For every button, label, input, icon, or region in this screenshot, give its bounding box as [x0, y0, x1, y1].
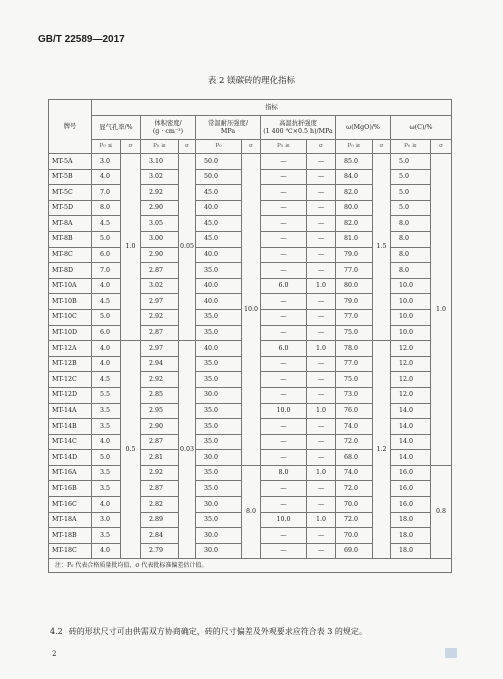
index-header: 指标	[92, 100, 452, 116]
hot-mor-sigma-cell: —	[307, 169, 336, 185]
hot-mor-sigma-cell: —	[307, 247, 336, 263]
sigma-cell-density: 0.03	[179, 341, 196, 559]
density-cell: 2.97	[141, 294, 179, 310]
hot-mor-cell: —	[261, 263, 307, 279]
table-caption: 表 2 镁碳砖的理化指标	[207, 76, 296, 86]
spec-table	[48, 99, 452, 573]
mgo-cell: 77.0	[336, 309, 373, 325]
grade-cell: MT-12C	[49, 372, 92, 388]
mgo-cell: 77.0	[336, 356, 373, 372]
sub-header-p0: P₀ ≥	[261, 140, 307, 154]
mgo-cell: 70.0	[336, 528, 373, 544]
hot-mor-cell: 10.0	[261, 512, 307, 528]
porosity-cell: 3.5	[92, 528, 121, 544]
sub-header-p0: P₀ ≥	[336, 140, 373, 154]
hot-mor-sigma-cell: —	[307, 185, 336, 201]
grade-cell: MT-14A	[49, 403, 92, 419]
carbon-cell: 8.0	[391, 263, 431, 279]
hot-mor-cell: —	[261, 231, 307, 247]
density-cell: 2.90	[141, 419, 179, 435]
hot-mor-sigma-cell: —	[307, 528, 336, 544]
sigma-cell-mgo: 1.2	[373, 341, 391, 559]
porosity-cell: 6.0	[92, 325, 121, 341]
mgo-cell: 77.0	[336, 263, 373, 279]
density-cell: 2.82	[141, 497, 179, 513]
hot-mor-sigma-cell: —	[307, 154, 336, 170]
strength-cell: 30.0	[196, 450, 242, 466]
density-cell: 2.92	[141, 465, 179, 481]
strength-cell: 35.0	[196, 419, 242, 435]
porosity-cell: 4.5	[92, 216, 121, 232]
porosity-cell: 3.5	[92, 465, 121, 481]
carbon-cell: 8.0	[391, 247, 431, 263]
hot-mor-cell: —	[261, 497, 307, 513]
mgo-cell: 76.0	[336, 403, 373, 419]
density-cell: 3.00	[141, 231, 179, 247]
porosity-cell: 3.5	[92, 419, 121, 435]
grade-cell: MT-18B	[49, 528, 92, 544]
porosity-cell: 4.0	[92, 278, 121, 294]
hot-mor-cell: 8.0	[261, 465, 307, 481]
mgo-cell: 72.0	[336, 481, 373, 497]
density-cell: 3.02	[141, 169, 179, 185]
hot-mor-sigma-cell: —	[307, 497, 336, 513]
porosity-cell: 4.0	[92, 434, 121, 450]
sub-header-p0: P₀ ≥	[391, 140, 431, 154]
sigma-cell-porosity: 1.0	[121, 154, 141, 341]
hot-mor-sigma-cell: —	[307, 216, 336, 232]
grade-cell: MT-8A	[49, 216, 92, 232]
strength-cell: 35.0	[196, 309, 242, 325]
hot-mor-cell: —	[261, 154, 307, 170]
grade-cell: MT-10B	[49, 294, 92, 310]
mgo-cell: 84.0	[336, 169, 373, 185]
sigma-cell-porosity: 0.5	[121, 341, 141, 559]
hot-mor-sigma-cell: —	[307, 419, 336, 435]
carbon-cell: 10.0	[391, 309, 431, 325]
hot-mor-cell: —	[261, 169, 307, 185]
carbon-cell: 10.0	[391, 325, 431, 341]
grade-cell: MT-16A	[49, 465, 92, 481]
hot-mor-cell: 10.0	[261, 403, 307, 419]
mgo-cell: 80.0	[336, 278, 373, 294]
hot-mor-cell: —	[261, 325, 307, 341]
hot-mor-cell: —	[261, 294, 307, 310]
mgo-cell: 80.0	[336, 200, 373, 216]
density-cell: 2.87	[141, 325, 179, 341]
strength-cell: 35.0	[196, 481, 242, 497]
hot-mor-cell: —	[261, 481, 307, 497]
carbon-cell: 12.0	[391, 372, 431, 388]
mgo-cell: 81.0	[336, 231, 373, 247]
carbon-cell: 14.0	[391, 419, 431, 435]
sub-header-sigma: σ	[373, 140, 391, 154]
sub-header-sigma: σ	[431, 140, 452, 154]
density-cell: 2.87	[141, 434, 179, 450]
grade-cell: MT-16B	[49, 481, 92, 497]
sub-header-p0: P₀	[196, 140, 242, 154]
mgo-cell: 82.0	[336, 216, 373, 232]
hot-mor-sigma-cell: —	[307, 263, 336, 279]
porosity-cell: 4.5	[92, 294, 121, 310]
clause-4-2	[50, 626, 367, 637]
column-group-header: 体积密度/ (g · cm⁻³)	[141, 116, 196, 140]
porosity-cell: 4.0	[92, 543, 121, 559]
grade-cell: MT-10D	[49, 325, 92, 341]
column-group-header: 常温耐压强度/ MPa	[196, 116, 261, 140]
grade-cell: MT-18A	[49, 512, 92, 528]
mgo-cell: 68.0	[336, 450, 373, 466]
density-cell: 2.87	[141, 481, 179, 497]
strength-cell: 35.0	[196, 434, 242, 450]
density-cell: 2.97	[141, 341, 179, 357]
carbon-cell: 12.0	[391, 387, 431, 403]
standard-code: GB/T 22589—2017	[38, 34, 125, 45]
strength-cell: 40.0	[196, 200, 242, 216]
strength-cell: 50.0	[196, 154, 242, 170]
sub-header-sigma: σ	[179, 140, 196, 154]
grade-cell: MT-14C	[49, 434, 92, 450]
porosity-cell: 3.0	[92, 154, 121, 170]
carbon-cell: 10.0	[391, 278, 431, 294]
density-cell: 3.10	[141, 154, 179, 170]
strength-cell: 30.0	[196, 528, 242, 544]
carbon-cell: 14.0	[391, 434, 431, 450]
mgo-cell: 82.0	[336, 185, 373, 201]
mgo-cell: 69.0	[336, 543, 373, 559]
sigma-cell-strength: 10.0	[242, 154, 261, 466]
sigma-cell-strength: 8.0	[242, 465, 261, 559]
carbon-cell: 12.0	[391, 356, 431, 372]
table-row	[49, 154, 452, 170]
strength-cell: 40.0	[196, 278, 242, 294]
sub-header-sigma: σ	[307, 140, 336, 154]
hot-mor-sigma-cell: —	[307, 434, 336, 450]
porosity-cell: 4.0	[92, 169, 121, 185]
hot-mor-sigma-cell: —	[307, 450, 336, 466]
grade-cell: MT-10C	[49, 309, 92, 325]
strength-cell: 45.0	[196, 231, 242, 247]
density-cell: 2.92	[141, 309, 179, 325]
mgo-cell: 74.0	[336, 465, 373, 481]
carbon-cell: 16.0	[391, 481, 431, 497]
carbon-cell: 5.0	[391, 185, 431, 201]
density-cell: 2.79	[141, 543, 179, 559]
hot-mor-cell: —	[261, 247, 307, 263]
mgo-cell: 73.0	[336, 387, 373, 403]
porosity-cell: 4.5	[92, 372, 121, 388]
mgo-cell: 74.0	[336, 419, 373, 435]
grade-header: 牌号	[49, 100, 92, 154]
carbon-cell: 5.0	[391, 200, 431, 216]
mgo-cell: 79.0	[336, 247, 373, 263]
hot-mor-cell: —	[261, 450, 307, 466]
hot-mor-sigma-cell: —	[307, 387, 336, 403]
density-cell: 2.87	[141, 263, 179, 279]
grade-cell: MT-10A	[49, 278, 92, 294]
strength-cell: 35.0	[196, 372, 242, 388]
hot-mor-sigma-cell: —	[307, 481, 336, 497]
hot-mor-cell: —	[261, 356, 307, 372]
hot-mor-sigma-cell: 1.0	[307, 465, 336, 481]
hot-mor-sigma-cell: —	[307, 372, 336, 388]
carbon-cell: 18.0	[391, 528, 431, 544]
hot-mor-sigma-cell: 1.0	[307, 512, 336, 528]
column-group-header: 显气孔率/%	[92, 116, 141, 140]
grade-cell: MT-5A	[49, 154, 92, 170]
porosity-cell: 3.5	[92, 403, 121, 419]
grade-cell: MT-5B	[49, 169, 92, 185]
hot-mor-sigma-cell: 1.0	[307, 403, 336, 419]
hot-mor-sigma-cell: —	[307, 325, 336, 341]
grade-cell: MT-8C	[49, 247, 92, 263]
hot-mor-sigma-cell: —	[307, 309, 336, 325]
strength-cell: 35.0	[196, 356, 242, 372]
strength-cell: 35.0	[196, 512, 242, 528]
hot-mor-sigma-cell: —	[307, 231, 336, 247]
density-cell: 2.81	[141, 450, 179, 466]
density-cell: 3.05	[141, 216, 179, 232]
grade-cell: MT-8D	[49, 263, 92, 279]
porosity-cell: 4.0	[92, 356, 121, 372]
carbon-cell: 8.0	[391, 231, 431, 247]
carbon-cell: 5.0	[391, 169, 431, 185]
sub-header-p0: P₀ ≥	[141, 140, 179, 154]
porosity-cell: 7.0	[92, 263, 121, 279]
sub-header-sigma: σ	[121, 140, 141, 154]
grade-cell: MT-14D	[49, 450, 92, 466]
hot-mor-cell: —	[261, 216, 307, 232]
mgo-cell: 85.0	[336, 154, 373, 170]
mgo-cell: 75.0	[336, 325, 373, 341]
density-cell: 3.02	[141, 278, 179, 294]
strength-cell: 35.0	[196, 263, 242, 279]
carbon-cell: 14.0	[391, 450, 431, 466]
hot-mor-sigma-cell: 1.0	[307, 341, 336, 357]
hot-mor-sigma-cell: —	[307, 543, 336, 559]
sigma-cell-density: 0.05	[179, 154, 196, 341]
grade-cell: MT-12A	[49, 341, 92, 357]
grade-cell: MT-8B	[49, 231, 92, 247]
hot-mor-cell: —	[261, 185, 307, 201]
density-cell: 2.89	[141, 512, 179, 528]
porosity-cell: 3.5	[92, 481, 121, 497]
hot-mor-sigma-cell: —	[307, 356, 336, 372]
mgo-cell: 79.0	[336, 294, 373, 310]
density-cell: 2.92	[141, 372, 179, 388]
hot-mor-cell: 6.0	[261, 341, 307, 357]
strength-cell: 30.0	[196, 497, 242, 513]
clause-text: 砖的形状尺寸可由供需双方协商确定，砖的尺寸偏差及外观要求应符合表 3 的规定。	[68, 627, 367, 636]
hot-mor-cell: —	[261, 528, 307, 544]
grade-cell: MT-14B	[49, 419, 92, 435]
hot-mor-cell: —	[261, 434, 307, 450]
porosity-cell: 4.0	[92, 497, 121, 513]
column-group-header: ω(MgO)/%	[336, 116, 391, 140]
strength-cell: 35.0	[196, 403, 242, 419]
sigma-cell-carbon: 1.0	[431, 154, 452, 466]
porosity-cell: 5.0	[92, 309, 121, 325]
page-number: 2	[52, 650, 57, 658]
hot-mor-cell: —	[261, 387, 307, 403]
hot-mor-cell: 6.0	[261, 278, 307, 294]
porosity-cell: 5.5	[92, 387, 121, 403]
sigma-cell-mgo: 1.5	[373, 154, 391, 341]
porosity-cell: 5.0	[92, 231, 121, 247]
watermark-stamp	[445, 648, 457, 658]
mgo-cell: 75.0	[336, 372, 373, 388]
porosity-cell: 8.0	[92, 200, 121, 216]
sigma-cell-carbon: 0.8	[431, 465, 452, 559]
grade-cell: MT-5D	[49, 200, 92, 216]
grade-cell: MT-12D	[49, 387, 92, 403]
table-note: 注：P₀ 代表合格质量批均值，σ 代表批标准偏差估计值。	[49, 559, 452, 573]
density-cell: 2.94	[141, 356, 179, 372]
porosity-cell: 6.0	[92, 247, 121, 263]
mgo-cell: 72.0	[336, 512, 373, 528]
carbon-cell: 8.0	[391, 216, 431, 232]
column-group-header: ω(C)/%	[391, 116, 452, 140]
grade-cell: MT-12B	[49, 356, 92, 372]
hot-mor-cell: —	[261, 372, 307, 388]
hot-mor-sigma-cell: 1.0	[307, 278, 336, 294]
strength-cell: 30.0	[196, 387, 242, 403]
carbon-cell: 16.0	[391, 497, 431, 513]
strength-cell: 45.0	[196, 216, 242, 232]
mgo-cell: 78.0	[336, 341, 373, 357]
density-cell: 2.85	[141, 387, 179, 403]
clause-number: 4.2	[50, 627, 63, 636]
hot-mor-sigma-cell: —	[307, 200, 336, 216]
strength-cell: 35.0	[196, 465, 242, 481]
table-row	[49, 465, 452, 481]
density-cell: 2.84	[141, 528, 179, 544]
strength-cell: 45.0	[196, 185, 242, 201]
porosity-cell: 3.0	[92, 512, 121, 528]
carbon-cell: 5.0	[391, 154, 431, 170]
carbon-cell: 14.0	[391, 403, 431, 419]
carbon-cell: 12.0	[391, 341, 431, 357]
hot-mor-cell: —	[261, 419, 307, 435]
column-group-header: 高温抗折强度 (1 400 ℃×0.5 h)/MPa	[261, 116, 336, 140]
strength-cell: 40.0	[196, 341, 242, 357]
hot-mor-cell: —	[261, 200, 307, 216]
porosity-cell: 7.0	[92, 185, 121, 201]
density-cell: 2.90	[141, 200, 179, 216]
strength-cell: 50.0	[196, 169, 242, 185]
porosity-cell: 4.0	[92, 341, 121, 357]
porosity-cell: 5.0	[92, 450, 121, 466]
carbon-cell: 16.0	[391, 465, 431, 481]
strength-cell: 40.0	[196, 294, 242, 310]
density-cell: 2.95	[141, 403, 179, 419]
mgo-cell: 70.0	[336, 497, 373, 513]
hot-mor-cell: —	[261, 309, 307, 325]
carbon-cell: 18.0	[391, 512, 431, 528]
carbon-cell: 10.0	[391, 294, 431, 310]
hot-mor-cell: —	[261, 543, 307, 559]
density-cell: 2.92	[141, 185, 179, 201]
density-cell: 2.90	[141, 247, 179, 263]
strength-cell: 30.0	[196, 543, 242, 559]
carbon-cell: 18.0	[391, 543, 431, 559]
strength-cell: 40.0	[196, 247, 242, 263]
grade-cell: MT-16C	[49, 497, 92, 513]
grade-cell: MT-5C	[49, 185, 92, 201]
grade-cell: MT-18C	[49, 543, 92, 559]
strength-cell: 35.0	[196, 325, 242, 341]
sub-header-p0: P₀ ≤	[92, 140, 121, 154]
sub-header-sigma: σ	[242, 140, 261, 154]
hot-mor-sigma-cell: —	[307, 294, 336, 310]
mgo-cell: 72.0	[336, 434, 373, 450]
